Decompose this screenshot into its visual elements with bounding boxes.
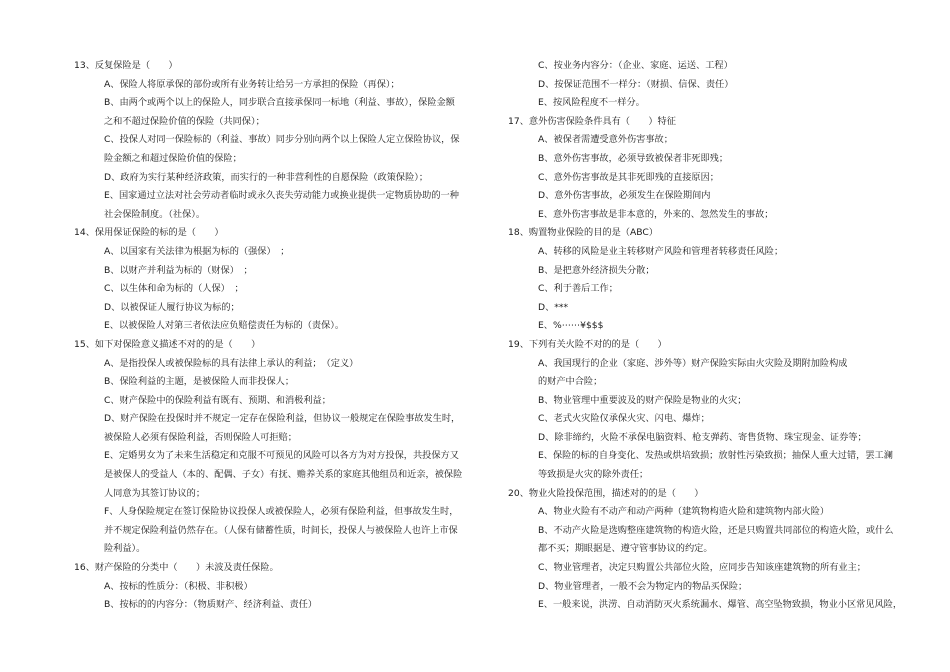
right-option-line: D、意外伤害事故，必须发生在保险期间内 <box>538 190 711 202</box>
right-question-heading: 18、购置物业保险的目的是（ABC） <box>508 227 658 239</box>
right-option-line: A、我国现行的企业（家庭、涉外等）财产保险实际由火灾险及期附加险构成 <box>538 357 848 369</box>
right-option-line: A、被保者需遭受意外伤害事故； <box>538 134 673 146</box>
left-option-line: 被保险人必须有保险利益，否则保险人可拒赔； <box>104 431 297 443</box>
left-option-line: C、以生体和命为标的（人保） ； <box>104 283 244 295</box>
left-option-line: E、以被保险人对第三者依法应负赔偿责任为标的（责保）。 <box>104 320 345 332</box>
left-option-line: B、以财产并利益为标的（财保） ； <box>104 264 253 276</box>
left-option-line: D、政府为实行某种经济政策，而实行的一种非营利性的自愿保险（政策保险）； <box>104 171 429 183</box>
right-option-line: C、物业管理者，决定只购置公共部位火险，应同步告知该座建筑物的所有业主； <box>538 562 866 574</box>
right-option-line: C、老式火灾险仅承保火灾、闪电、爆炸； <box>538 413 710 425</box>
left-option-line: A、以国家有关法律为根据为标的（强保） ； <box>104 245 290 257</box>
right-option-line: E、保险的标的自身变化、发热或烘培致损；放射性污染致损；抽保人重大过错，罢工澜 <box>538 450 893 462</box>
right-option-line: D、*** <box>538 301 569 313</box>
left-question-heading: 13、反复保险是（ ） <box>74 60 178 71</box>
right-question-heading: 19、下列有关火险不对的的是（ ） <box>508 338 667 350</box>
left-option-line: 并不规定保险利益仍然存在。（人保有储蓄性质，时间长，投保人与被保险人也许上市保 <box>104 524 458 536</box>
right-option-line: E、一般来说，洪涝、自动消防灭火系统漏水、爆管、高空坠物致损，物业小区常见风险， <box>538 599 903 611</box>
right-option-line: 的财产中合险； <box>538 376 603 388</box>
left-option-line: F、人身保险规定在签订保险协议投保人或被保险人，必须有保险利益，但事故发生时， <box>104 506 459 518</box>
right-option-line: E、%⋯⋯¥$$$ <box>538 320 604 332</box>
left-question-heading: 15、如下对保险意义描述不对的的是（ ） <box>74 338 261 350</box>
right-option-line: C、按业务内容分：（企业、家庭、运送、工程） <box>538 60 733 71</box>
left-option-line: 是被保人的受益人（本的、配偶、子女）有抚、赡养关系的家庭其他组员和近亲，被保险 <box>104 469 463 481</box>
left-option-line: B、由两个或两个以上的保险人，同步联合直接承保同一标地（利益、事故），保险金额 <box>104 97 455 109</box>
right-option-line: C、意外伤害事故是其非死即残的直接原因； <box>538 171 719 183</box>
right-question-heading: 20、物业火险投保范围，描述对的的是（ ） <box>508 487 704 499</box>
right-option-line: B、意外伤害事故，必须导致被保者非死即残； <box>538 152 729 164</box>
right-option-line: B、是把意外经济损失分散； <box>538 264 655 276</box>
right-option-line: A、物业火险有不动产和动产两种（建筑物构造火险和建筑物内部火险） <box>538 506 830 518</box>
right-option-line: 等致损是火灾的除外责任； <box>538 469 649 481</box>
right-option-line: B、不动产火险是选购整座建筑物的构造火险，还是只购置共同部位的构造火险，或什么 <box>538 524 894 536</box>
left-option-line: 人同意为其签订协议的； <box>104 487 206 499</box>
right-option-line: B、物业管理中重要波及的财产保险是物业的火灾； <box>538 394 747 406</box>
left-option-line: E、定婚男女为了未来生活稳定和克服不可预见的风险可以各方为对方投保，共投保方又 <box>104 450 459 462</box>
left-question-heading: 14、保用保证保险的标的是（ ） <box>74 227 224 239</box>
left-option-line: A、保险人将原承保的部份或所有业务转让给另一方承担的保险（再保）； <box>104 78 400 90</box>
left-option-line: 险利益）。 <box>104 543 146 555</box>
left-option-line: A、按标的性质分：（积极、非积极） <box>104 580 253 592</box>
right-question-heading: 17、意外伤害保险条件具有（ ）特征 <box>508 115 676 127</box>
right-column <box>508 57 928 615</box>
left-option-line: 险金额之和超过保险价值的保险； <box>104 152 242 164</box>
left-option-line: A、是指投保人或被保险标的具有法律上承认的利益； （定义） <box>104 357 359 369</box>
left-column <box>74 57 494 615</box>
right-option-line: E、按风险程度不一样分。 <box>538 97 645 109</box>
left-option-line: C、投保人对同一保险标的（利益、事故）同步分别向两个以上保险人定立保险协议，保 <box>104 134 460 146</box>
right-option-line: A、转移的风险是业主转移财产风险和管理者转移责任风险； <box>538 245 784 257</box>
left-option-line: B、保险利益的主题，是被保险人而非投保人； <box>104 376 295 388</box>
left-option-line: 社会保险制度。（社保）。 <box>104 208 206 220</box>
right-option-line: C、利于善后工作； <box>538 283 618 295</box>
left-option-line: C、财产保险中的保险利益有既有、预期、和消极利益； <box>104 394 331 406</box>
right-option-line: D、物业管理者，一般不会为物定内的物品买保险； <box>538 580 748 592</box>
left-option-line: E、国家通过立法对社会劳动者临时或永久丧失劳动能力或换业提供一定物质协助的一种 <box>104 190 459 202</box>
left-option-line: B、按标的的内容分：（物质财产、经济利益、责任） <box>104 599 318 611</box>
left-option-line: D、财产保险在投保时并不规定一定存在保险利益，但协议一般规定在保险事故发生时， <box>104 413 461 425</box>
right-option-line: 都不买；期眼据是、遵守管事协议的约定。 <box>538 543 713 555</box>
left-question-heading: 16、财产保险的分类中（ ）未波及责任保险。 <box>74 562 279 574</box>
left-option-line: 之和不超过保险价值的保险（共同保）； <box>104 115 265 127</box>
right-option-line: D、按保证范围不一样分：（财损、信保、责任） <box>538 78 734 90</box>
left-option-line: D、以被保证人履行协议为标的； <box>104 301 240 313</box>
right-option-line: D、除非缔约，火险不承保电脑资料、枪支弹药、寄售货物、珠宝现金、证券等； <box>538 431 867 443</box>
right-option-line: E、意外伤害事故是非本意的，外来的、忽然发生的事故； <box>538 208 774 220</box>
